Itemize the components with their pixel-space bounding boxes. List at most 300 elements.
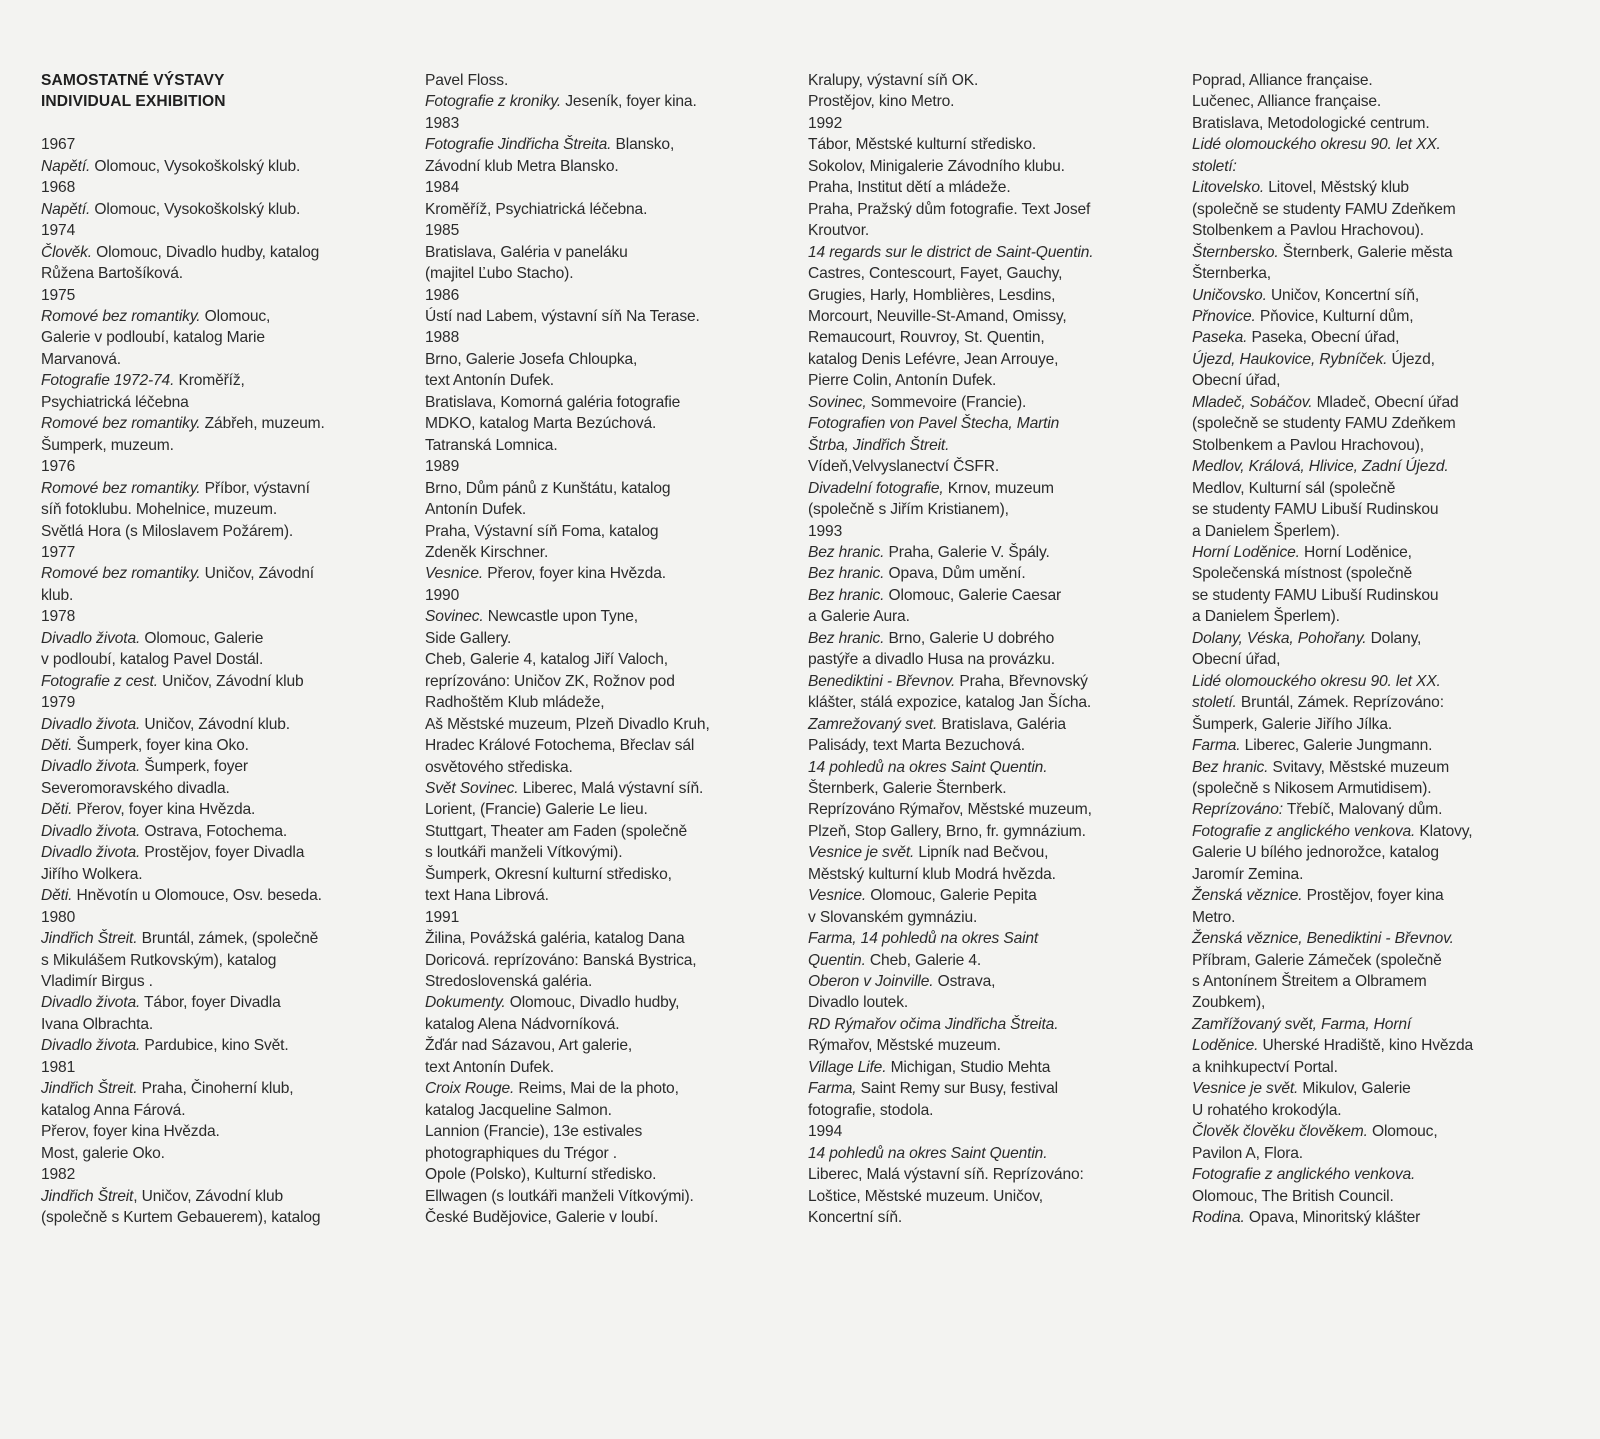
text-line: [425, 242, 795, 263]
text-segment: Olomouc, Galerie: [140, 629, 264, 647]
text-segment: Newcastle upon Tyne,: [483, 608, 638, 626]
text-segment: Šumperk, muzeum.: [41, 436, 174, 454]
text-segment: Blansko,: [611, 136, 675, 154]
text-segment: Grugies, Harly, Homblières, Lesdins,: [808, 286, 1056, 304]
text-segment: Klatovy,: [1415, 822, 1473, 840]
text-line: [808, 285, 1178, 306]
text-segment: Obecní úřad,: [1192, 372, 1281, 390]
text-segment: Uničov, Závodní klub: [157, 672, 304, 690]
italic-title: 14 pohledů na okres Saint Quentin.: [808, 1144, 1048, 1162]
text-line: [1192, 649, 1562, 670]
italic-title: Fotografien von Pavel Štecha, Martin: [808, 415, 1060, 433]
italic-title: Oberon v Joinville.: [808, 973, 934, 991]
text-segment: Olomouc, Vysokoškolský klub.: [90, 200, 301, 218]
text-segment: Castres, Contescourt, Fayet, Gauchy,: [808, 265, 1063, 283]
text-line: [41, 1207, 411, 1228]
text-line: [1192, 1078, 1562, 1099]
text-segment: Bratislava, Komorná galéria fotografie: [425, 393, 681, 411]
text-line: [41, 992, 411, 1013]
text-segment: (společně se studenty FAMU Zdeňkem: [1192, 200, 1456, 218]
text-line: [41, 821, 411, 842]
text-line: [41, 778, 411, 799]
text-segment: České Budějovice, Galerie v loubí.: [425, 1209, 659, 1227]
text-line: [808, 91, 1178, 112]
text-line: [808, 842, 1178, 863]
text-line: [41, 177, 411, 198]
text-segment: Cheb, Galerie 4.: [865, 951, 982, 969]
text-line: [808, 563, 1178, 584]
text-line: [41, 1078, 411, 1099]
text-line: [1192, 349, 1562, 370]
text-segment: Palisády, text Marta Bezuchová.: [808, 737, 1025, 755]
text-segment: Městský kulturní klub Modrá hvězda.: [808, 865, 1056, 883]
text-line: [41, 928, 411, 949]
text-line: [425, 1035, 795, 1056]
italic-title: Dokumenty.: [425, 994, 506, 1012]
text-line: [425, 306, 795, 327]
text-line: [1192, 842, 1562, 863]
text-line: [41, 714, 411, 735]
text-segment: Příbor, výstavní: [200, 479, 310, 497]
text-segment: Olomouc, Galerie Caesar: [884, 586, 1062, 604]
text-segment: Loštice, Městské muzeum. Uničov,: [808, 1187, 1043, 1205]
text-line: [425, 1057, 795, 1078]
text-segment: Reims, Mai de la photo,: [514, 1080, 679, 1098]
text-line: [425, 285, 795, 306]
text-line: [425, 735, 795, 756]
text-line: [425, 864, 795, 885]
italic-title: Farma.: [1192, 737, 1241, 755]
text-line: [41, 606, 411, 627]
text-segment: Ivana Olbrachta.: [41, 1015, 154, 1033]
text-segment: Tatranská Lomnica.: [425, 436, 558, 454]
text-line: [425, 456, 795, 477]
text-line: [41, 907, 411, 928]
heading-english: INDIVIDUAL EXHIBITION: [41, 93, 226, 111]
text-segment: katalog Alena Nádvorníková.: [425, 1015, 620, 1033]
text-segment: Remaucourt, Rouvroy, St. Quentin,: [808, 329, 1045, 347]
text-line: [425, 671, 795, 692]
italic-title: Bez hranic.: [808, 565, 885, 583]
italic-title: Vesnice je svět.: [808, 844, 915, 862]
text-segment: Společenská místnost (společně: [1192, 565, 1412, 583]
text-line: [41, 306, 411, 327]
italic-title: Lidé olomouckého okresu 90. let XX.: [1192, 672, 1441, 690]
text-line: [41, 220, 411, 241]
text-segment: 1975: [41, 286, 76, 304]
text-line: [808, 134, 1178, 155]
text-line: [41, 199, 411, 220]
text-line: [808, 456, 1178, 477]
italic-title: Bez hranic.: [808, 543, 885, 561]
text-line: [808, 521, 1178, 542]
text-segment: Sokolov, Minigalerie Závodního klubu.: [808, 157, 1065, 175]
italic-title: Bez hranic.: [1192, 758, 1269, 776]
text-line: [1192, 1057, 1562, 1078]
italic-title: Divadlo života.: [41, 629, 141, 647]
text-segment: Krnov, muzeum: [943, 479, 1054, 497]
text-line: [1192, 199, 1562, 220]
text-line: [808, 542, 1178, 563]
text-line: [425, 692, 795, 713]
text-segment: osvětového střediska.: [425, 758, 573, 776]
text-segment: Svitavy, Městské muzeum: [1268, 758, 1450, 776]
text-segment: katalog Jacqueline Salmon.: [425, 1101, 612, 1119]
text-line: [1192, 435, 1562, 456]
text-line: [425, 1207, 795, 1228]
text-segment: Prostějov, kino Metro.: [808, 93, 955, 111]
text-line: [41, 285, 411, 306]
text-segment: Kroměříž, Psychiatrická léčebna.: [425, 200, 648, 218]
column-1-entries: [41, 134, 411, 1228]
text-line: [808, 1014, 1178, 1035]
text-line: [425, 370, 795, 391]
text-line: [808, 1035, 1178, 1056]
text-line: [1192, 392, 1562, 413]
text-line: [425, 907, 795, 928]
text-line: [808, 585, 1178, 606]
text-line: [41, 392, 411, 413]
text-segment: Horní Loděnice,: [1299, 543, 1412, 561]
italic-title: Croix Rouge.: [425, 1080, 515, 1098]
text-line: [1192, 370, 1562, 391]
text-segment: Opole (Polsko), Kulturní středisko.: [425, 1166, 657, 1184]
text-segment: Příbram, Galerie Zámeček (společně: [1192, 951, 1442, 969]
text-line: [1192, 950, 1562, 971]
text-line: [808, 435, 1178, 456]
text-segment: Saint Remy sur Busy, festival: [856, 1080, 1058, 1098]
text-segment: Lučenec, Alliance française.: [1192, 93, 1382, 111]
text-line: [808, 649, 1178, 670]
text-segment: Prostějov, foyer Divadla: [140, 844, 305, 862]
text-segment: Psychiatrická léčebna: [41, 393, 189, 411]
text-segment: Lannion (Francie), 13e estivales: [425, 1123, 643, 1141]
text-line: [425, 714, 795, 735]
text-segment: Vladimír Birgus .: [41, 973, 153, 991]
text-line: [425, 177, 795, 198]
text-segment: Praha, Institut dětí a mládeže.: [808, 179, 1011, 197]
text-segment: Doricová. reprízováno: Banská Bystrica,: [425, 951, 697, 969]
italic-title: Romové bez romantiky.: [41, 479, 201, 497]
text-line: [1192, 992, 1562, 1013]
italic-title: 14 regards sur le district de Saint-Quentin.: [808, 243, 1094, 261]
column-4: [1192, 70, 1562, 1228]
text-segment: Praha, Výstavní síň Foma, katalog: [425, 522, 659, 540]
text-line: [1192, 113, 1562, 134]
italic-title: Romové bez romantiky.: [41, 415, 201, 433]
text-line: [425, 70, 795, 91]
text-segment: (majitel Ľubo Stacho).: [425, 265, 574, 283]
text-segment: 1976: [41, 458, 76, 476]
text-line: [41, 1057, 411, 1078]
text-segment: Ostrava,: [933, 973, 996, 991]
italic-title: Újezd, Haukovice, Rybníček.: [1192, 350, 1388, 368]
text-line: [808, 113, 1178, 134]
text-segment: Růžena Bartošíková.: [41, 265, 183, 283]
text-line: [1192, 628, 1562, 649]
text-segment: Aš Městské muzeum, Plzeň Divadlo Kruh,: [425, 715, 710, 733]
text-line: [41, 864, 411, 885]
text-segment: Most, galerie Oko.: [41, 1144, 165, 1162]
italic-title: Jindřich Štreit.: [41, 1080, 138, 1098]
text-line: [808, 413, 1178, 434]
italic-title: Dolany, Véska, Pohořany.: [1192, 629, 1367, 647]
text-line: [1192, 413, 1562, 434]
text-line: [1192, 799, 1562, 820]
column-4-entries: [1192, 70, 1562, 1228]
italic-title: Quentin.: [808, 951, 866, 969]
text-line: [1192, 220, 1562, 241]
text-line: [41, 1164, 411, 1185]
text-line: [425, 1121, 795, 1142]
text-segment: Stolbenkem a Pavlou Hrachovou).: [1192, 222, 1424, 240]
text-line: [808, 692, 1178, 713]
text-segment: Severomoravského divadla.: [41, 779, 230, 797]
text-segment: Lipník nad Bečvou,: [914, 844, 1049, 862]
text-segment: Šternberk, Galerie města: [1278, 243, 1453, 261]
text-segment: Uničov, Závodní: [200, 565, 314, 583]
text-line: [41, 950, 411, 971]
text-line: [425, 1186, 795, 1207]
text-line: [808, 885, 1178, 906]
text-line: [808, 306, 1178, 327]
text-line: [808, 1186, 1178, 1207]
text-segment: Pardubice, kino Svět.: [140, 1037, 289, 1055]
text-line: [425, 263, 795, 284]
text-line: [425, 992, 795, 1013]
italic-title: Napětí.: [41, 157, 91, 175]
text-segment: klub.: [41, 586, 74, 604]
text-line: [808, 349, 1178, 370]
text-segment: Michigan, Studio Mehta: [886, 1058, 1051, 1076]
italic-title: Štrba, Jindřich Štreit.: [808, 436, 950, 454]
text-line: [808, 907, 1178, 928]
text-line: [1192, 1164, 1562, 1185]
text-line: [425, 1014, 795, 1035]
italic-title: Šternbersko.: [1192, 243, 1279, 261]
text-line: [41, 349, 411, 370]
text-segment: 1968: [41, 179, 76, 197]
italic-title: Ženská věznice, Benediktini - Břevnov.: [1192, 930, 1454, 948]
text-line: [1192, 671, 1562, 692]
text-line: [1192, 821, 1562, 842]
text-segment: s Antonínem Štreitem a Olbramem: [1192, 973, 1427, 991]
text-segment: Šumperk, Okresní kulturní středisko,: [425, 865, 672, 883]
italic-title: Sovinec,: [808, 393, 867, 411]
text-line: [1192, 70, 1562, 91]
italic-title: Farma,: [808, 1080, 857, 1098]
text-segment: Zdeněk Kirschner.: [425, 543, 549, 561]
text-segment: Prostějov, foyer kina: [1302, 887, 1444, 905]
italic-title: Divadlo života.: [41, 822, 141, 840]
text-segment: Stredoslovenská galéria.: [425, 973, 593, 991]
text-line: [808, 606, 1178, 627]
text-segment: Pavilon A, Flora.: [1192, 1144, 1303, 1162]
text-segment: s Mikulášem Rutkovským), katalog: [41, 951, 277, 969]
text-line: [41, 563, 411, 584]
text-segment: klášter, stálá expozice, katalog Jan Šícha.: [808, 694, 1092, 712]
italic-title: Zamrežovaný svet.: [808, 715, 938, 733]
italic-title: Litovelsko.: [1192, 179, 1265, 197]
italic-title: Divadelní fotografie,: [808, 479, 944, 497]
column-2: [425, 70, 795, 1228]
italic-title: Benediktini - Břevnov.: [808, 672, 956, 690]
text-segment: Bratislava, Metodologické centrum.: [1192, 114, 1430, 132]
text-line: [1192, 1121, 1562, 1142]
text-line: [1192, 91, 1562, 112]
text-line: [808, 1057, 1178, 1078]
text-segment: Jeseník, foyer kina.: [561, 93, 697, 111]
text-segment: Jaromír Zemina.: [1192, 865, 1304, 883]
text-segment: Ostrava, Fotochema.: [140, 822, 288, 840]
text-segment: Olomouc, Galerie Pepita: [866, 887, 1037, 905]
text-segment: Mikulov, Galerie: [1298, 1080, 1411, 1098]
text-segment: Brno, Dům pánů z Kunštátu, katalog: [425, 479, 671, 497]
heading-czech: SAMOSTATNÉ VÝSTAVY: [41, 72, 225, 89]
text-line: [1192, 928, 1562, 949]
text-segment: 1986: [425, 286, 460, 304]
text-line: [425, 91, 795, 112]
text-segment: Třebíč, Malovaný dům.: [1282, 801, 1443, 819]
text-line: [1192, 606, 1562, 627]
text-segment: Pňovice, Kulturní dům,: [1255, 307, 1414, 325]
italic-title: Rodina.: [1192, 1209, 1245, 1227]
text-line: [1192, 242, 1562, 263]
text-segment: Žďár nad Sázavou, Art galerie,: [425, 1037, 633, 1055]
text-line: [425, 563, 795, 584]
text-segment: Opava, Minoritský klášter: [1244, 1209, 1421, 1227]
text-line: [41, 692, 411, 713]
italic-title: Romové bez romantiky.: [41, 307, 201, 325]
text-segment: Galerie v podloubí, katalog Marie: [41, 329, 265, 347]
text-segment: Pierre Colin, Antonín Dufek.: [808, 372, 997, 390]
text-segment: pastýře a divadlo Husa na provázku.: [808, 651, 1055, 669]
text-line: [41, 1100, 411, 1121]
italic-title: století.: [1192, 694, 1237, 712]
text-line: [425, 413, 795, 434]
text-line: [41, 649, 411, 670]
text-line: [808, 671, 1178, 692]
text-line: [1192, 864, 1562, 885]
italic-title: Děti.: [41, 737, 73, 755]
text-segment: Ústí nad Labem, výstavní síň Na Terase.: [425, 307, 700, 325]
text-segment: Jiřího Wolkera.: [41, 865, 143, 883]
text-line: [1192, 692, 1562, 713]
text-line: [41, 263, 411, 284]
text-line: [41, 478, 411, 499]
text-segment: Rýmařov, Městské muzeum.: [808, 1037, 1001, 1055]
text-line: [808, 928, 1178, 949]
text-segment: Reprízováno Rýmařov, Městské muzeum,: [808, 801, 1092, 819]
text-line: [1192, 1014, 1562, 1035]
italic-title: Divadlo života.: [41, 758, 141, 776]
text-segment: Galerie U bílého jednorožce, katalog: [1192, 844, 1439, 862]
text-segment: Závodní klub Metra Blansko.: [425, 157, 619, 175]
text-line: [425, 435, 795, 456]
text-segment: a Galerie Aura.: [808, 608, 910, 626]
text-segment: 1974: [41, 222, 76, 240]
text-segment: Zábřeh, muzeum.: [200, 415, 325, 433]
text-line: [425, 928, 795, 949]
text-segment: v Slovanském gymnáziu.: [808, 908, 978, 926]
text-segment: Radhoštěm Klub mládeže,: [425, 694, 605, 712]
text-line: [41, 413, 411, 434]
text-segment: Side Gallery.: [425, 629, 512, 647]
text-segment: Olomouc, Divadlo hudby,: [505, 994, 680, 1012]
text-line: [425, 478, 795, 499]
text-line: [41, 671, 411, 692]
text-line: [808, 992, 1178, 1013]
text-line: [425, 885, 795, 906]
text-segment: 1983: [425, 114, 460, 132]
text-segment: Přerov, foyer kina Hvězda.: [72, 801, 256, 819]
italic-title: Fotografie z kroniky.: [425, 93, 562, 111]
text-segment: text Antonín Dufek.: [425, 1058, 554, 1076]
text-line: [425, 950, 795, 971]
text-segment: Hradec Králové Fotochema, Břeclav sál: [425, 737, 695, 755]
text-segment: Olomouc,: [1367, 1123, 1438, 1141]
italic-title: Jindřich Štreit: [41, 1187, 134, 1205]
text-line: [1192, 735, 1562, 756]
italic-title: Fotografie 1972-74.: [41, 372, 175, 390]
text-segment: Marvanová.: [41, 350, 121, 368]
text-segment: Praha, Břevnovský: [955, 672, 1088, 690]
italic-title: Farma, 14 pohledů na okres Saint: [808, 930, 1039, 948]
column-3-entries: [808, 70, 1178, 1228]
text-line: [1192, 1143, 1562, 1164]
text-line: [1192, 499, 1562, 520]
text-segment: Bruntál, zámek, (společně: [137, 930, 319, 948]
text-line: [41, 370, 411, 391]
text-line: [808, 950, 1178, 971]
text-line: [425, 156, 795, 177]
text-segment: Stuttgart, Theater am Faden (společně: [425, 822, 688, 840]
text-segment: katalog Anna Fárová.: [41, 1101, 186, 1119]
text-line: [41, 1143, 411, 1164]
text-segment: Uherské Hradiště, kino Hvězda: [1258, 1037, 1474, 1055]
text-line: [808, 70, 1178, 91]
italic-title: Přnovice.: [1192, 307, 1256, 325]
text-line: [425, 585, 795, 606]
text-segment: Praha, Pražský dům fotografie. Text Josef: [808, 200, 1091, 218]
text-line: [1192, 885, 1562, 906]
italic-title: století:: [1192, 157, 1237, 175]
column-3: [808, 70, 1178, 1228]
italic-title: Vesnice je svět.: [1192, 1080, 1299, 1098]
text-line: [425, 542, 795, 563]
text-line: [808, 392, 1178, 413]
text-segment: Lorient, (Francie) Galerie Le lieu.: [425, 801, 648, 819]
italic-title: Fotografie z anglického venkova.: [1192, 1166, 1416, 1184]
text-line: [425, 220, 795, 241]
text-line: [425, 757, 795, 778]
text-line: [808, 177, 1178, 198]
text-line: [425, 392, 795, 413]
italic-title: Romové bez romantiky.: [41, 565, 201, 583]
text-line: [425, 199, 795, 220]
column-1: [41, 70, 411, 1228]
italic-title: Jindřich Štreit.: [41, 930, 138, 948]
italic-title: Bez hranic.: [808, 629, 885, 647]
text-segment: text Antonín Dufek.: [425, 372, 554, 390]
text-line: [1192, 563, 1562, 584]
text-line: [41, 1014, 411, 1035]
text-line: [808, 1164, 1178, 1185]
text-segment: se studenty FAMU Libuší Rudinskou: [1192, 501, 1439, 519]
text-segment: Olomouc, The British Council.: [1192, 1187, 1394, 1205]
column-2-entries: [425, 70, 795, 1228]
text-line: [425, 499, 795, 520]
